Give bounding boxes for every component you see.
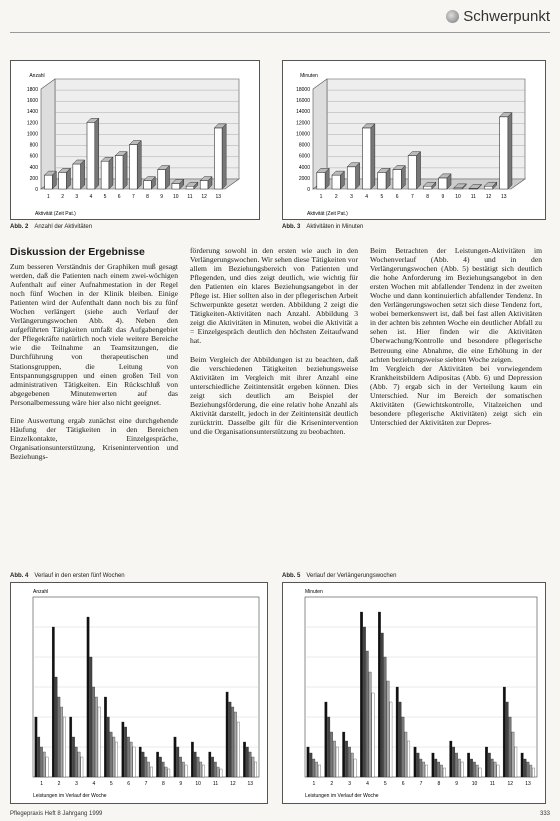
bar: [332, 175, 340, 189]
bar: [55, 677, 57, 777]
bar: [200, 762, 202, 777]
x-tick-label: 5: [109, 781, 113, 787]
caption-text: Anzahl der Aktivitäten: [34, 224, 93, 230]
bar: [145, 757, 147, 777]
bar: [470, 759, 472, 777]
bar: [150, 767, 152, 777]
x-tick-label: 10: [455, 194, 461, 200]
y-tick-label: 800: [29, 142, 38, 149]
bar: [179, 757, 181, 777]
bar-side: [371, 124, 375, 189]
bar: [113, 737, 115, 777]
bar: [220, 769, 222, 777]
y-tick-label: 1800: [26, 87, 38, 93]
bar: [214, 128, 222, 189]
bar: [186, 186, 194, 189]
bar: [450, 741, 452, 777]
x-tick-label: 11: [212, 781, 219, 787]
bar: [177, 747, 179, 777]
caption-label: Abb. 2: [10, 224, 29, 230]
bar: [318, 765, 320, 777]
bar-side: [109, 157, 113, 189]
bar: [363, 627, 365, 777]
bar-side: [325, 168, 329, 189]
x-tick-label: 11: [489, 781, 495, 787]
bar: [52, 627, 54, 777]
x-tick-label: 8: [437, 781, 441, 787]
y-axis-label: Anzahl: [33, 589, 49, 595]
x-axis-label: Aktivität (Zeit Pat.): [35, 211, 76, 217]
bar: [162, 762, 164, 777]
x-tick-label: 13: [500, 194, 507, 200]
y-tick-label: 1400: [26, 109, 38, 116]
figure-abb4: [10, 582, 268, 804]
bar: [347, 167, 355, 189]
bar-side: [66, 168, 70, 189]
bar: [372, 693, 374, 777]
caption-text: Verlauf in den ersten fünf Wochen: [34, 573, 125, 579]
bar: [139, 747, 141, 777]
bar: [484, 186, 492, 189]
caption-text: Aktivitäten in Minuten: [306, 224, 364, 230]
bar: [439, 178, 447, 189]
bar: [35, 717, 37, 777]
x-tick-label: 12: [230, 781, 236, 787]
bar: [378, 612, 380, 777]
x-tick-label: 13: [215, 194, 222, 200]
bar: [243, 742, 245, 777]
caption-abb3: [282, 224, 363, 230]
bar: [124, 727, 126, 777]
x-tick-label: 5: [383, 781, 387, 787]
bar: [467, 753, 469, 777]
x-tick-label: 1: [40, 781, 44, 787]
caption-abb5: [282, 573, 396, 579]
bar: [407, 741, 409, 777]
x-axis-label: Leistungen im Verlauf der Woche: [305, 793, 379, 799]
y-tick-label: 10000: [296, 131, 310, 138]
x-tick-label: 3: [348, 781, 352, 787]
bar: [342, 732, 344, 777]
bar: [393, 170, 401, 189]
x-tick-label: 9: [160, 194, 164, 200]
bar: [45, 175, 53, 189]
x-tick-label: 9: [179, 781, 183, 787]
text-column-1: [10, 262, 178, 470]
bar: [172, 183, 180, 189]
bar: [360, 612, 362, 777]
bar: [485, 747, 487, 777]
x-tick-label: 6: [401, 781, 405, 787]
bar-side: [137, 141, 141, 189]
bar: [209, 752, 211, 777]
paragraph: Eine Auswertung ergab zunächst eine durchgehende Häufung der Tätigkeiten in den Bereichen Einzelkontakte, Einzelgespräche, Organisationsunterstützung, Krisenintervention und Beziehungs-: [10, 415, 178, 461]
bar: [399, 702, 401, 777]
y-tick-label: 14000: [296, 109, 310, 116]
bar: [422, 762, 424, 777]
x-tick-label: 12: [507, 781, 514, 787]
section-label: Schwerpunkt: [463, 8, 550, 25]
page-number: 333: [539, 811, 550, 817]
chart-svg: [283, 583, 545, 803]
bar: [423, 186, 431, 189]
bar: [46, 757, 48, 777]
bar: [252, 757, 254, 777]
bar: [129, 145, 137, 189]
x-tick-label: 8: [146, 194, 149, 200]
bar: [327, 717, 329, 777]
bar: [366, 651, 368, 777]
bar: [98, 707, 100, 777]
bar: [354, 759, 356, 777]
bar-side: [356, 163, 360, 189]
bar: [390, 702, 392, 777]
bar: [90, 657, 92, 777]
bar: [333, 741, 335, 777]
section-title: Diskussion der Ergebnisse: [10, 246, 145, 258]
x-tick-label: 3: [75, 781, 78, 787]
bar: [476, 765, 478, 777]
x-tick-label: 11: [470, 194, 476, 200]
y-tick-label: 16000: [296, 98, 310, 105]
x-tick-label: 4: [92, 781, 96, 787]
text-column-3: [370, 246, 542, 436]
bar: [435, 759, 437, 777]
x-tick-label: 10: [471, 781, 478, 787]
bar: [107, 717, 109, 777]
bar: [254, 762, 256, 777]
bar: [527, 762, 529, 777]
bar: [40, 747, 42, 777]
paragraph: Im Vergleich der Aktivitäten bei vorwiegendem Krankheitsbildern Adipositas (Abb. 6) und Depression (Abb. 7) ergab sich in der Verteilung kaum ein Unterschied. Nur im Bereich der somatischen Aktivitäten (Gewichtskontrolle, Vitalzeichen und besondere pflegerische Aktivitäten) zeigt sich ein Unterschied der Aktivitäten zur Depres-: [370, 363, 542, 427]
caption-label: Abb. 5: [282, 573, 301, 579]
bar: [110, 732, 112, 777]
bar: [194, 752, 196, 777]
bar: [214, 762, 216, 777]
bar-side: [386, 168, 390, 189]
bar: [408, 156, 416, 189]
bar: [479, 768, 481, 777]
x-tick-label: 2: [330, 781, 334, 787]
y-tick-label: 400: [29, 164, 38, 171]
bar: [60, 707, 62, 777]
y-tick-label: 12000: [296, 120, 310, 127]
bar: [197, 757, 199, 777]
x-tick-label: 3: [75, 194, 79, 200]
bar: [217, 767, 219, 777]
bar: [142, 752, 144, 777]
x-tick-label: 7: [131, 194, 135, 200]
x-tick-label: 3: [350, 194, 353, 200]
y-tick-label: 1200: [26, 120, 38, 127]
x-tick-label: 4: [89, 194, 93, 200]
bar: [147, 762, 149, 777]
bar-side: [508, 113, 512, 189]
bar: [310, 753, 312, 777]
bar: [532, 768, 534, 777]
bar: [237, 722, 239, 777]
y-tick-label: 1000: [26, 131, 38, 138]
x-tick-label: 6: [117, 194, 121, 200]
x-tick-label: 6: [127, 781, 131, 787]
chart-svg: [283, 61, 545, 219]
header-rule: [10, 32, 550, 33]
bar: [348, 747, 350, 777]
x-tick-label: 12: [485, 194, 492, 200]
text-column-2: [190, 246, 358, 445]
bar: [420, 759, 422, 777]
x-tick-label: 4: [365, 194, 369, 200]
bar: [488, 753, 490, 777]
paragraph: Beim Vergleich der Abbildungen ist zu beachten, daß die verschiedenen Tätigkeiten beziehungsweise Aktivitäten im Vergleich mit ihrer Anzahl eine unterschiedliche Zeitintensität ergeben können. Dies zeigt sich deutlich am Beispiel der Beziehungsförderung, die eine relativ hohe Anzahl als Aktivität darstellt, jedoch in der Zeitintensität deutlich zurücktritt. Dasselbe gilt für die Krisenintervention und die Organisationsunterstützung zu beobachten.: [190, 354, 358, 436]
bar: [246, 747, 248, 777]
figure-abb3: [282, 60, 546, 220]
x-tick-label: 6: [395, 194, 399, 200]
caption-text: Verlauf der Verlängerungswochen: [306, 573, 397, 579]
x-tick-label: 5: [380, 194, 384, 200]
bar: [405, 732, 407, 777]
bar: [185, 765, 187, 777]
bar: [211, 757, 213, 777]
bar: [73, 164, 81, 189]
y-tick-label: 1600: [26, 98, 38, 105]
bar: [182, 762, 184, 777]
bar: [417, 753, 419, 777]
bar: [104, 697, 106, 777]
bar: [351, 753, 353, 777]
bar: [461, 762, 463, 777]
paragraph: Beim Betrachten der Leistungen-Aktivitäten im Wochenverlauf (Abb. 4) und in den Verlängerungswochen (Abb. 5) bestätigt sich deutlich die hohe Anforderung im Beziehungsangebot in den ersten Wochen mit abfallender Tendenz in der zweiten Woche und dann kontinuierlich abfallender Tendenz. In den Verlängerungswochen setzt sich diese Tendenz fort, wobei bemerkenswert ist, daß bei fast allen Aktivitäten in der achten bis zehnten Woche ein deutlicher Abfall zu sehen ist. Hier finden wir die Aktivitäten Überwachung/Kontrolle und besondere pflegerische Betreuung eine Abnahme, die eine Erhöhung in der achten beziehungsweise siebten Woche zeigen.: [370, 246, 542, 364]
x-tick-label: 4: [366, 781, 369, 787]
y-axis-label: Minuten: [305, 589, 323, 595]
bar: [165, 767, 167, 777]
bar: [455, 753, 457, 777]
bar: [101, 161, 109, 189]
bar: [325, 702, 327, 777]
x-tick-label: 7: [410, 194, 414, 200]
y-tick-label: 6000: [298, 153, 310, 160]
bar: [387, 681, 389, 777]
bar: [458, 759, 460, 777]
bar: [497, 765, 499, 777]
bar: [363, 128, 371, 189]
bar: [122, 722, 124, 777]
bar: [494, 762, 496, 777]
caption-abb2: [10, 224, 92, 230]
paragraph: förderung sowohl in den ersten wie auch in den Verlängerungswochen. Wir sehen diese Tätigkeiten vor allem im Beziehungsbereich von Patienten und Pflegenden, und dies zeigt deutlich, wie wichtig für den Patienten ein klares Beziehungsangebot in der Pflege ist. Hier sollten also in der pflegerischen Arbeit Schwerpunkte gesetzt werden. Abbildung 2 zeigt die Tätigkeiten-Aktivitäten nach Anzahl. Abbildung 3 zeigt die Aktivitäten in Minuten, wobei die Aktivität a = Einzelgespräch deutlich den höchsten Zeitaufwand hat.: [190, 246, 358, 346]
bar: [229, 702, 231, 777]
bar: [133, 747, 135, 777]
x-tick-label: 7: [419, 781, 423, 787]
bar: [174, 737, 176, 777]
bar: [78, 752, 80, 777]
bar: [70, 717, 72, 777]
x-tick-label: 5: [103, 194, 107, 200]
caption-abb4: [10, 573, 125, 579]
bar: [530, 765, 532, 777]
footer-left: Pflegepraxis Heft 8 Jahrgang 1999: [10, 811, 103, 817]
paragraph: Zum besseren Verständnis der Graphiken muß gesagt werden, daß die Patienten nach einem zwei-wöchigen Aufenthalt auf einer Aufnahmestation in der Regel noch fünf Wochen in der Klinik bleiben. Einige Patienten wird der Aufenthalt dann noch bis zu fünf Wochen verlängert (siehe auch Verlauf der Verlängerungswochen Abb. 4). Neben den aufgeführten Tätigkeiten umfaßt das Aufgabengebiet der Pflegekräfte natürlich noch viele weitere Bereiche wie die Teilnahme an Teamsitzungen, die Durchführung von therapeutischen und Stationsgruppen, die Leitung von Entspannungsgruppen und einen großen Teil von administrativen Tätigkeiten. Ein Rückschluß von abgegebenen Minutenwerten auf das Personalbemessung wäre hier also nicht geeignet.: [10, 262, 178, 407]
bar: [473, 762, 475, 777]
x-tick-label: 1: [319, 194, 323, 200]
bar-side: [81, 160, 85, 189]
bar: [500, 117, 508, 189]
bar: [384, 657, 386, 777]
x-tick-label: 7: [144, 781, 148, 787]
x-tick-label: 2: [61, 194, 64, 200]
y-axis-label: Anzahl: [29, 73, 45, 79]
bar: [87, 617, 89, 777]
bar: [521, 753, 523, 777]
x-tick-label: 9: [441, 194, 445, 200]
bar: [402, 717, 404, 777]
bar: [452, 747, 454, 777]
bar: [437, 762, 439, 777]
x-tick-label: 1: [47, 194, 50, 200]
bar: [156, 752, 158, 777]
y-tick-label: 200: [29, 175, 38, 182]
x-tick-label: 2: [334, 194, 338, 200]
bar: [234, 712, 236, 777]
bar: [345, 741, 347, 777]
bar: [396, 687, 398, 777]
bar: [59, 172, 67, 189]
y-tick-label: 8000: [298, 142, 310, 149]
x-tick-label: 2: [57, 781, 61, 787]
bar: [130, 742, 132, 777]
y-tick-label: 4000: [298, 164, 310, 171]
chart-svg: [11, 61, 259, 219]
bar: [63, 717, 65, 777]
bar: [317, 172, 325, 189]
bar: [92, 687, 94, 777]
bar: [330, 732, 332, 777]
bar: [158, 170, 166, 189]
x-tick-label: 9: [455, 781, 459, 787]
bar: [378, 172, 386, 189]
bar: [115, 156, 123, 189]
bar: [524, 759, 526, 777]
section-header: [446, 8, 550, 25]
bar: [425, 765, 427, 777]
bar: [95, 697, 97, 777]
bar: [307, 747, 309, 777]
bar: [336, 747, 338, 777]
bar: [512, 732, 514, 777]
bar: [381, 633, 383, 777]
y-tick-label: 18000: [296, 87, 310, 93]
bar: [58, 697, 60, 777]
x-axis-label: Aktivität (Zeit Pat.): [307, 211, 348, 217]
bar: [509, 717, 511, 777]
bar: [443, 768, 445, 777]
bar: [38, 737, 40, 777]
bar: [432, 753, 434, 777]
x-tick-label: 10: [173, 194, 179, 200]
bar: [144, 181, 152, 189]
bar: [115, 742, 117, 777]
bar: [72, 737, 74, 777]
bar: [226, 692, 228, 777]
bar: [491, 759, 493, 777]
bar: [515, 747, 517, 777]
bar: [315, 762, 317, 777]
bullet-icon: [446, 10, 459, 23]
bar-side: [123, 152, 127, 189]
x-tick-label: 8: [161, 781, 165, 787]
y-tick-label: 600: [29, 153, 38, 160]
bar: [506, 702, 508, 777]
bar: [503, 687, 505, 777]
x-tick-label: 11: [187, 194, 193, 200]
bar: [87, 122, 95, 189]
chart-svg: [11, 583, 267, 803]
bar: [232, 707, 234, 777]
y-tick-label: 0: [35, 187, 38, 193]
bar: [440, 765, 442, 777]
bar: [81, 757, 83, 777]
bar: [202, 765, 204, 777]
bar: [200, 181, 208, 189]
x-axis-label: Leistungen im Verlauf der Woche: [33, 793, 107, 799]
figure-abb5: [282, 582, 546, 804]
bar: [369, 672, 371, 777]
x-tick-label: 1: [312, 781, 316, 787]
bar: [75, 747, 77, 777]
bar: [127, 737, 129, 777]
y-axis-label: Minuten: [300, 73, 318, 79]
figure-abb2: [10, 60, 260, 220]
bar: [191, 742, 193, 777]
bar-side: [222, 124, 226, 189]
bar-side: [417, 152, 421, 189]
bar: [312, 759, 314, 777]
y-tick-label: 0: [307, 187, 310, 193]
bar-side: [401, 166, 405, 189]
bar: [159, 757, 161, 777]
x-tick-label: 12: [201, 194, 207, 200]
caption-label: Abb. 3: [282, 224, 301, 230]
x-tick-label: 13: [525, 781, 531, 787]
bar: [249, 752, 251, 777]
bar: [414, 747, 416, 777]
bar-side: [166, 166, 170, 189]
bar: [168, 769, 170, 777]
y-tick-label: 2000: [298, 175, 310, 182]
x-tick-label: 8: [426, 194, 430, 200]
bar-side: [95, 118, 99, 189]
x-tick-label: 10: [195, 781, 201, 787]
caption-label: Abb. 4: [10, 573, 29, 579]
bar: [43, 752, 45, 777]
x-tick-label: 13: [247, 781, 254, 787]
